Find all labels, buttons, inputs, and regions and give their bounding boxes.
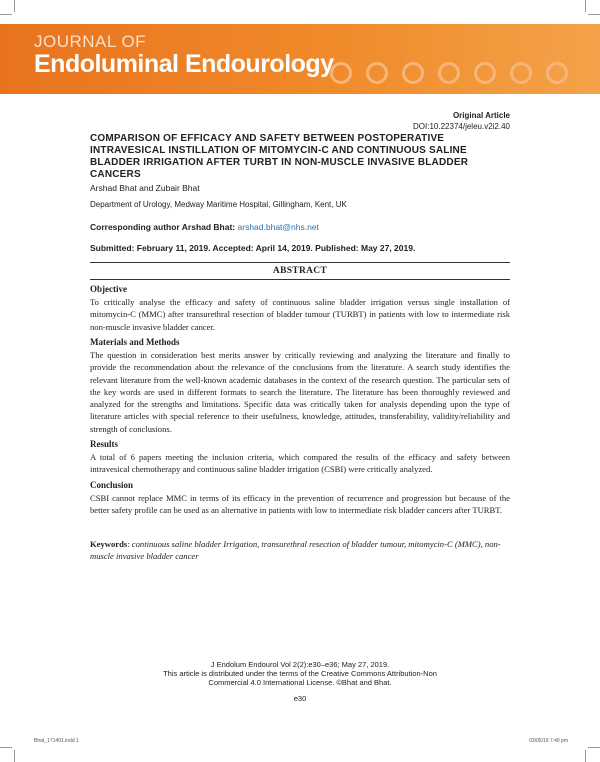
journal-name-line2: Endoluminal Endourology xyxy=(34,50,334,78)
page-number: e30 xyxy=(293,694,307,703)
objective-heading: Objective xyxy=(90,284,127,294)
print-slug-right: 03/05/19 7:40 pm xyxy=(529,738,568,744)
abstract-heading: ABSTRACT xyxy=(272,266,328,276)
print-slug-left: Bhat_171401.indd 1 xyxy=(34,738,79,744)
article-type: Original Article xyxy=(452,111,510,120)
crop-mark xyxy=(0,747,12,748)
decorative-ring-icon xyxy=(330,62,352,84)
corresponding-author xyxy=(90,222,510,232)
decorative-ring-icon xyxy=(510,62,532,84)
authors: Arshad Bhat and Zubair Bhat xyxy=(90,183,200,193)
citation: J Endolum Endourol Vol 2(2):e30–e36; May 27, 2019. xyxy=(210,660,390,669)
decorative-ring-icon xyxy=(474,62,496,84)
journal-name-line1: JOURNAL OF xyxy=(34,32,147,51)
divider xyxy=(90,262,510,263)
decorative-ring-icon xyxy=(438,62,460,84)
crop-mark xyxy=(585,750,586,762)
objective-text: To critically analyse the efficacy and safety of continuous saline bladder irrigation versus single installation of mitomycin-C (MMC) after transurethral resection of bladder tumour (TURBT) in patients with low to intermediate risk non-muscle invasive bladder cancer. xyxy=(90,297,510,332)
methods-text: The question in consideration best merits answer by critically reviewing and analyzing the literature and finally to provide the recommendation about the relevance of the conclusions from the literature. A search study identifies the relevant literature from the well-known academic databases in the context of the research question. The particular sets of the key words are used in different formats to search the literature. The literature has been thoroughly reviewed and analyzed for the strengths and limitations. Specific data was critically taken for analysis depending upon the type of literature articles with special reference to their usefulness, knowledge, attitudes, transferability, validity/reliability and strength of conclusions. xyxy=(90,350,510,434)
license-line-2: Commercial 4.0 International License. ©Bhat and Bhat. xyxy=(208,678,392,687)
journal-banner xyxy=(0,24,600,94)
crop-mark xyxy=(588,14,600,15)
crop-mark xyxy=(588,747,600,748)
methods-heading: Materials and Methods xyxy=(90,337,180,347)
divider xyxy=(90,279,510,280)
conclusion-text: CSBI cannot replace MMC in terms of its efficacy in the prevention of recurrence and progression but because of the better safety profile can be used as an alternative in patients with low to intermediate risk bladder cancers after TURBT. xyxy=(90,493,510,516)
decorative-ring-icon xyxy=(546,62,568,84)
decorative-ring-icon xyxy=(402,62,424,84)
decorative-ring-icon xyxy=(366,62,388,84)
affiliation: Department of Urology, Medway Maritime Hospital, Gillingham, Kent, UK xyxy=(90,200,347,209)
crop-mark xyxy=(0,14,12,15)
results-heading: Results xyxy=(90,439,119,449)
corresponding-label: Corresponding author Arshad Bhat: xyxy=(90,222,236,232)
keywords-list: continuous saline bladder Irrigation, transurethral resection of bladder tumour, mitomycin-C (MMC), non-muscle invasive bladder cancer xyxy=(90,539,501,562)
author-email-link[interactable]: arshad.bhat@nhs.net xyxy=(237,222,319,232)
article-title: COMPARISON OF EFFICACY AND SAFETY BETWEEN POSTOPERATIVE INTRAVESICAL INSTILLATION OF MITOMYCIN-C AND CONTINUOUS SALINE BLADDER IRRIGATION AFTER TURBT IN NON-MUSCLE INVASIVE BLADDER CANCERS xyxy=(90,133,469,180)
article-doi[interactable]: DOI:10.22374/jeleu.v2i2.40 xyxy=(413,122,510,131)
conclusion-heading: Conclusion xyxy=(90,480,134,490)
crop-mark xyxy=(14,0,15,12)
keywords: Keywords: continuous saline bladder Irrigation, transurethral resection of bladder tumour, mitomycin-C (MMC), non-muscle invasive bladder cancer xyxy=(90,539,501,562)
license-line-1: This article is distributed under the terms of the Creative Commons Attribution-Non xyxy=(163,669,437,678)
keywords-label: Keywords xyxy=(90,539,128,549)
crop-mark xyxy=(585,0,586,12)
publication-dates: Submitted: February 11, 2019. Accepted: April 14, 2019. Published: May 27, 2019. xyxy=(90,243,416,253)
results-text: A total of 6 papers meeting the inclusion criteria, which compared the results of the efficacy and safety between intravesical chemotherapy and continuous saline bladder irrigation (CSBI) were critically analyzed. xyxy=(90,452,510,475)
crop-mark xyxy=(14,750,15,762)
